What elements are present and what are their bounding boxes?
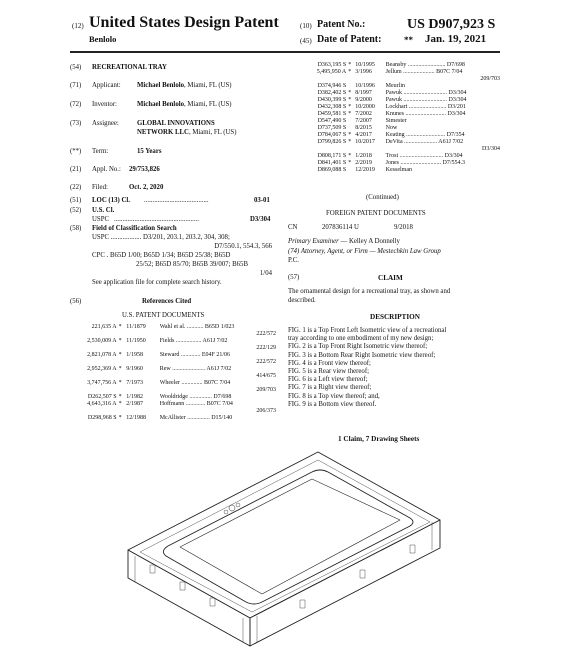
us-ref-cont-ref-date: 10/1996 xyxy=(355,83,375,89)
us-ref-cont-ref-date: 10/2017 xyxy=(355,139,375,145)
inventor-location: , Miami, FL (US) xyxy=(184,101,232,108)
us-ref-ref-date: 11/1879 xyxy=(126,324,146,330)
filed-value: Oct. 2, 2020 xyxy=(129,184,164,191)
us-ref-cont-ref-date: 10/1995 xyxy=(355,62,375,68)
appl-no-label: Appl. No.: xyxy=(92,166,121,173)
us-ref-cont-ref-date: 8/2015 xyxy=(355,125,372,131)
us-ref-cont-ref-star: * xyxy=(348,132,352,138)
us-ref-ref-doc: 2,530,009 A xyxy=(87,338,117,344)
us-ref-cont-ref-star: * xyxy=(348,160,352,166)
us-ref-ref-inventor: 222/572 xyxy=(256,359,276,365)
inventor-short-name: Benlolo xyxy=(89,34,117,44)
us-ref-ref-date: 1/1982 xyxy=(126,394,143,400)
us-ref-cont-ref-star: * xyxy=(348,153,352,159)
description-line: FIG. 9 is a Bottom view thereof. xyxy=(288,400,377,408)
assignee-name-line2: NETWORK LLC xyxy=(137,129,189,136)
description-line: FIG. 8 is a Top view thereof; and, xyxy=(288,392,380,400)
us-ref-ref-inventor: 222/572 xyxy=(256,331,276,337)
us-ref-ref-doc: 3,747,756 A xyxy=(87,380,117,386)
us-ref-cont-ref-inventor: Jellum ..................... B07C 7/04 xyxy=(385,69,463,75)
description-line: FIG. 6 is a Left view thereof; xyxy=(288,376,368,384)
field-22-num: (22) xyxy=(70,184,82,191)
us-ref-cont-ref-inventor: Knunes ........................... D3/304 xyxy=(385,111,466,117)
us-ref-ref-date: 2/1987 xyxy=(126,401,143,407)
inventor-label: Inventor: xyxy=(92,101,117,108)
claim-text-line2: described. xyxy=(288,297,316,304)
applicant-location: , Miami, FL (US) xyxy=(184,82,232,89)
us-ref-ref-star: * xyxy=(118,366,122,372)
search-history-note: See application file for complete search history. xyxy=(92,279,222,286)
us-ref-cont-ref-inventor: Keating .......................... D7/354 xyxy=(385,132,465,138)
loc-class-leader: ...................................... xyxy=(144,197,209,204)
description-line: FIG. 2 is a Top Front Right Isometric view thereof; xyxy=(288,343,428,351)
us-ref-ref-date: 1/1958 xyxy=(126,352,143,358)
foreign-country: CN xyxy=(288,224,298,231)
us-ref-cont-ref-doc: D363,195 S xyxy=(317,62,347,68)
patent-number-label: Patent No.: xyxy=(317,19,366,30)
us-ref-cont-ref-date: 7/2007 xyxy=(355,118,372,124)
us-ref-ref-date: 12/1988 xyxy=(126,415,146,421)
us-ref-cont-ref-doc: D799,826 S xyxy=(317,139,347,145)
us-ref-cont-ref-doc: D430,399 S xyxy=(317,97,347,103)
claims-sheets-summary: 1 Claim, 7 Drawing Sheets xyxy=(338,435,420,443)
us-ref-cont-ref-doc: D841,401 S xyxy=(317,160,347,166)
classification-cpc-line2: 25/52; B65D 85/70; B65B 39/007; B65B xyxy=(136,261,248,268)
us-ref-cont-ref-date: 12/2019 xyxy=(355,167,375,173)
us-ref-ref-star: * xyxy=(118,415,122,421)
us-ref-ref-inventor: McAllister ............... D15/140 xyxy=(159,415,233,421)
us-ref-cont-ref-inventor: DeVita ...................... A61J 7/02 xyxy=(385,139,464,145)
loc-class-label: LOC (13) Cl. xyxy=(92,197,130,204)
us-patent-docs-label: U.S. PATENT DOCUMENTS xyxy=(122,312,205,319)
us-ref-ref-inventor: 222/129 xyxy=(256,345,276,351)
classification-uspc-line: USPC .................. D3/201, 203.1, 203.2, 304, 308; xyxy=(92,234,230,241)
us-ref-ref-date: 11/1950 xyxy=(126,338,146,344)
us-ref-cont-ref-date: 3/1996 xyxy=(355,69,372,75)
header-code-12: (12) xyxy=(72,22,84,30)
us-ref-ref-inventor: 414/675 xyxy=(256,373,276,379)
us-ref-ref-star: * xyxy=(118,394,122,400)
us-ref-ref-star: * xyxy=(118,338,122,344)
us-ref-ref-star: * xyxy=(118,401,122,407)
appl-no-value: 29/753,826 xyxy=(129,166,160,173)
us-ref-ref-inventor: 209/703 xyxy=(256,387,276,393)
date-of-patent-label: Date of Patent: xyxy=(317,34,382,45)
uspc-label: USPC xyxy=(92,216,110,223)
us-ref-cont-ref-inventor: Beansby ......................... D7/698 xyxy=(385,62,465,68)
field-term-num: (**) xyxy=(70,148,82,155)
us-ref-ref-inventor: Wahl et al. ........... B65D 1/023 xyxy=(159,324,235,330)
us-ref-cont-ref-date: 1/2018 xyxy=(355,153,372,159)
field-52-num: (52) xyxy=(70,207,82,214)
header-code-45: (45) xyxy=(300,37,312,45)
us-ref-ref-inventor: Rew ...................... A61J 7/02 xyxy=(159,366,232,372)
claim-heading: CLAIM xyxy=(378,274,403,282)
attorney-line1: (74) Attorney, Agent, or Firm — Mestechkin Law Group xyxy=(288,248,441,255)
applicant-name: Michael Benlolo xyxy=(137,82,185,89)
classification-search-label: Field of Classification Search xyxy=(92,225,177,232)
field-54-num: (54) xyxy=(70,64,82,71)
assignee-label: Assignee: xyxy=(92,120,119,127)
us-ref-cont-ref-star: * xyxy=(348,90,352,96)
us-ref-cont-ref-doc: D547,490 S xyxy=(317,118,347,124)
us-class-label: U.S. Cl. xyxy=(92,207,115,214)
us-ref-ref-star: * xyxy=(118,380,122,386)
uspc-leader: .................................................. xyxy=(114,216,199,223)
attorney-line2: P.C. xyxy=(288,257,299,264)
us-ref-cont-ref-date: 4/2017 xyxy=(355,132,372,138)
description-line: tray according to one embodiment of my new design; xyxy=(288,335,434,343)
us-ref-cont-ref-star: * xyxy=(348,104,352,110)
loc-class-value: 03-01 xyxy=(254,197,270,204)
us-ref-cont-ref-star: * xyxy=(348,69,352,75)
us-ref-ref-doc: 2,952,369 A xyxy=(87,366,117,372)
us-ref-cont-ref-doc: D459,581 S xyxy=(317,111,347,117)
us-ref-ref-inventor: 206/373 xyxy=(256,408,276,414)
us-ref-cont-ref-star: * xyxy=(348,111,352,117)
foreign-number: 207836114 U xyxy=(322,224,359,231)
classification-cpc-line1: CPC . B65D 1/00; B65D 1/34; B65D 25/38; B65D xyxy=(92,252,231,259)
us-ref-cont-ref-inventor: 209/703 xyxy=(480,76,500,82)
field-21-num: (21) xyxy=(70,166,82,173)
uspc-value: D3/304 xyxy=(250,216,271,223)
classification-uspc-line2: D7/550.1, 554.3, 566 xyxy=(214,243,272,250)
us-ref-cont-ref-doc: 5,495,950 A xyxy=(316,69,347,75)
us-ref-cont-ref-doc: D382,402 S xyxy=(317,90,347,96)
term-value: 15 Years xyxy=(137,148,162,155)
description-heading: DESCRIPTION xyxy=(370,313,420,321)
us-ref-cont-ref-inventor: Simester xyxy=(385,118,407,124)
us-ref-cont-ref-doc: D808,171 S xyxy=(317,153,347,159)
us-ref-ref-doc: 221,635 A xyxy=(91,324,117,330)
term-label: Term: xyxy=(92,148,109,155)
document-kind-title: United States Design Patent xyxy=(89,14,279,31)
applicant-label: Applicant: xyxy=(92,82,121,89)
claim-num: (57) xyxy=(288,274,300,281)
foreign-date: 9/2018 xyxy=(394,224,413,231)
field-73-num: (73) xyxy=(70,120,82,127)
field-72-num: (72) xyxy=(70,101,82,108)
us-ref-cont-ref-star: * xyxy=(348,139,352,145)
us-ref-cont-ref-doc: D784,067 S xyxy=(317,132,347,138)
us-ref-ref-inventor: Hoffmann ............. B07C 7/04 xyxy=(159,401,233,407)
us-ref-cont-ref-inventor: Jones ........................... D7/554.3 xyxy=(385,160,466,166)
description-line: FIG. 4 is a Front view thereof; xyxy=(288,359,371,367)
us-ref-cont-ref-star: * xyxy=(348,97,352,103)
classification-cpc-line3: 1/04 xyxy=(259,270,272,277)
us-ref-cont-ref-inventor: Pawuk ............................. D3/304 xyxy=(385,97,467,103)
field-71-num: (71) xyxy=(70,82,82,89)
us-ref-cont-ref-doc: D432,308 S xyxy=(317,104,347,110)
us-ref-ref-inventor: Wooldridge ............... D7/698 xyxy=(159,394,232,400)
date-asterisks: ** xyxy=(404,35,413,45)
us-ref-ref-date: 7/1973 xyxy=(126,380,143,386)
us-ref-ref-inventor: Steward ............. E04F 21/06 xyxy=(159,352,231,358)
foreign-docs-label: FOREIGN PATENT DOCUMENTS xyxy=(326,210,426,217)
date-of-patent: Jan. 19, 2021 xyxy=(425,33,487,45)
claim-text-line1: The ornamental design for a recreational tray, as shown and xyxy=(288,288,451,295)
us-ref-ref-doc: D262,507 S xyxy=(87,394,117,400)
us-ref-cont-ref-inventor: Meurlin xyxy=(385,83,406,89)
description-line: FIG. 7 is a Right view thereof; xyxy=(288,384,372,392)
header-code-10: (10) xyxy=(300,22,312,30)
us-ref-ref-date: 9/1960 xyxy=(126,366,143,372)
us-ref-cont-ref-inventor: Lockhart ......................... D3/201 xyxy=(385,104,466,110)
primary-examiner-name: — Kelley A Donnelly xyxy=(338,238,400,245)
assignee-name-line1: GLOBAL INNOVATIONS xyxy=(137,120,215,127)
us-ref-cont-ref-date: 10/2000 xyxy=(355,104,375,110)
us-ref-ref-doc: D298,968 S xyxy=(87,415,117,421)
description-line: FIG. 3 is a Bottom Rear Right Isometric view thereof; xyxy=(288,351,436,359)
us-ref-ref-inventor: Fields ................. A61J 7/02 xyxy=(159,338,228,344)
us-ref-cont-ref-inventor: Kesselman xyxy=(385,167,412,173)
us-ref-cont-ref-inventor: D3/304 xyxy=(482,146,500,152)
field-58-num: (58) xyxy=(70,225,82,232)
field-51-num: (51) xyxy=(70,197,82,204)
filed-label: Filed: xyxy=(92,184,108,191)
inventor-name: Michael Benlolo xyxy=(137,101,185,108)
us-ref-ref-star: * xyxy=(118,324,122,330)
description-line: FIG. 5 is a Rear view thereof; xyxy=(288,368,369,376)
us-ref-cont-ref-inventor: Trost ............................. D3/304 xyxy=(385,153,463,159)
us-ref-cont-ref-date: 2/2019 xyxy=(355,160,372,166)
us-ref-cont-ref-date: 9/2000 xyxy=(355,97,372,103)
assignee-location: , Miami, FL (US) xyxy=(188,129,237,136)
us-ref-ref-inventor: Wheeler .............. B07C 7/04 xyxy=(159,380,231,386)
us-ref-ref-doc: 4,643,316 A xyxy=(87,401,117,407)
us-ref-cont-ref-star: * xyxy=(348,62,352,68)
us-ref-cont-ref-inventor: Pawuk ............................. D3/304 xyxy=(385,90,467,96)
field-56-num: (56) xyxy=(70,298,82,305)
us-ref-cont-ref-doc: D374,946 S xyxy=(317,83,347,89)
us-ref-ref-star: * xyxy=(118,352,122,358)
continued-note: (Continued) xyxy=(366,194,399,201)
us-ref-ref-doc: 2,821,078 A xyxy=(87,352,117,358)
patent-number: US D907,923 S xyxy=(407,17,496,32)
us-ref-cont-ref-inventor: Now xyxy=(385,125,398,131)
us-ref-cont-ref-date: 7/2002 xyxy=(355,111,372,117)
primary-examiner-label: Primary Examiner xyxy=(288,238,339,245)
us-ref-cont-ref-date: 8/1997 xyxy=(355,90,372,96)
us-ref-cont-ref-doc: D737,509 S xyxy=(317,125,347,131)
references-cited-label: References Cited xyxy=(142,298,192,305)
title-of-design: RECREATIONAL TRAY xyxy=(92,64,167,71)
description-line: FIG. 1 is a Top Front Left Isometric view of a recreational xyxy=(288,327,447,334)
us-ref-cont-ref-doc: D869,088 S xyxy=(317,167,347,173)
